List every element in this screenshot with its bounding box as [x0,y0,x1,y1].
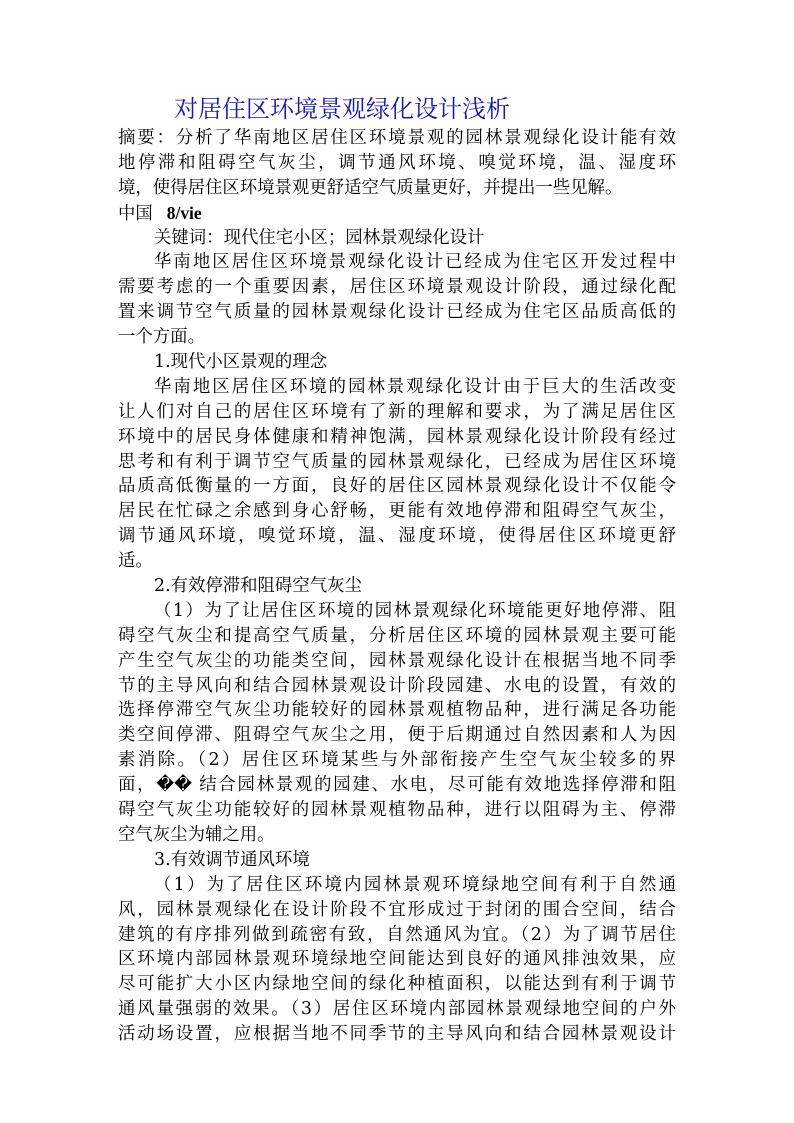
classification-label: 中国 [118,203,153,224]
paragraph-line: 区环境内部园林景观环境绿地空间能达到良好的通风排浊效果，应 [118,949,676,970]
paragraph-line: 类空间停滞、阻碍空气灰尘之用，便于后期通过自然因素和人为因 [118,725,676,746]
paragraph-line: 华南地区居住区环境的园林景观绿化设计由于巨大的生活改变 [154,376,676,397]
paragraph-line: 环境中的居民身体健康和精神饱满，园林景观绿化设计阶段有经过 [118,426,676,447]
paragraph-line: （1）为了居住区环境内园林景观环境绿地空间有利于自然通 [154,874,676,895]
paragraph-line: （1）为了让居住区环境的园林景观绿化环境能更好地停滞、阻 [154,600,676,621]
classification-code: 8/vie [166,202,202,223]
paragraph-line: 素消除。（2）居住区环境某些与外部衔接产生空气灰尘较多的界 [118,750,676,771]
paragraph-line: 居民在忙碌之余感到身心舒畅，更能有效地停滞和阻碍空气灰尘， [118,501,676,522]
paragraph-line: 调节通风环境，嗅觉环境，温、湿度环境，使得居住区环境更舒 [118,526,676,547]
paragraph-line: 碍空气灰尘功能较好的园林景观植物品种，进行以阻碍为主、停滞 [118,800,676,821]
paragraph-line: 置来调节空气质量的园林景观绿化设计已经成为住宅区品质高低的 [118,302,676,323]
section-heading-2: 2.有效停滞和阻碍空气灰尘 [154,576,362,597]
classification-line [118,201,676,226]
paragraph-line: 空气灰尘为辅之用。 [118,824,275,845]
paragraph-line: 活动场设置，应根据当地不同季节的主导风向和结合园林景观设计 [118,1024,676,1045]
paragraph-line: 风，园林景观绿化在设计阶段不宜形成过于封闭的围合空间，结合 [118,899,676,920]
paragraph-line: 节的主导风向和结合园林景观设计阶段园建、水电的设置，有效的 [118,675,676,696]
section-heading-1: 1.现代小区景观的理念 [154,352,328,373]
paragraph-line: 品质高低衡量的一方面，良好的居住区园林景观绿化设计不仅能令 [118,476,676,497]
paragraph-line: 建筑的有序排列做到疏密有致，自然通风为宜。（2）为了调节居住 [118,924,676,945]
paragraph-line: 碍空气灰尘和提高空气质量，分析居住区环境的园林景观主要可能 [118,625,676,646]
paragraph-line: 让人们对自己的居住区环境有了新的理解和要求，为了满足居住区 [118,401,676,422]
abstract-line-1: 摘要：分析了华南地区居住区环境景观的园林景观绿化设计能有效 [118,128,676,148]
paragraph-line: 适。 [118,551,153,572]
paragraph-line: 思考和有利于调节空气质量的园林景观绿化，已经成为居住区环境 [118,451,676,472]
paragraph-line: 通风量强弱的效果。（3）居住区环境内部园林景观绿地空间的户外 [118,999,676,1020]
paragraph-line: 一个方面。 [118,327,205,348]
document-title: 对居住区环境景观绿化设计浅析 [174,95,510,123]
paragraph-line: 产生空气灰尘的功能类空间，园林景观绿化设计在根据当地不同季 [118,650,676,671]
paragraph-line: 需要考虑的一个重要因素，居住区环境景观设计阶段，通过绿化配 [118,277,676,298]
paragraph-line: 选择停滞空气灰尘功能较好的园林景观植物品种，进行满足各功能 [118,700,676,721]
abstract-line-3: 境，使得居住区环境景观更舒适空气质量更好，并提出一些见解。 [118,177,623,198]
paragraph-line: 面，�� 结合园林景观的园建、水电，尽可能有效地选择停滞和阻 [118,775,676,796]
paragraph-line: 华南地区居住区环境景观绿化设计已经成为住宅区开发过程中 [154,252,676,273]
keywords-line: 关键词：现代住宅小区；园林景观绿化设计 [154,227,485,248]
abstract-line-2: 地停滞和阻碍空气灰尘，调节通风环境、嗅觉环境，温、湿度环 [118,152,676,173]
paragraph-line: 尽可能扩大小区内绿地空间的绿化种植面积，以能达到有利于调节 [118,974,676,995]
document-page [118,92,676,1047]
section-heading-3: 3.有效调节通风环境 [154,849,310,870]
